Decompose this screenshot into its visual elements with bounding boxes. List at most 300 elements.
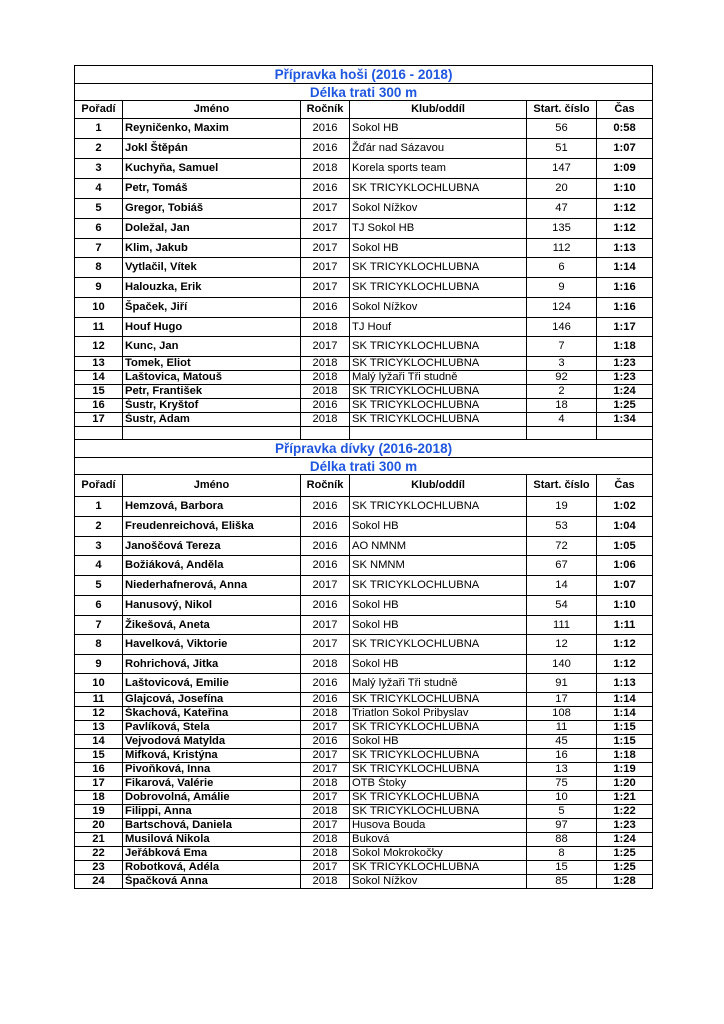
empty-cell — [527, 427, 597, 440]
time-cell: 1:14 — [597, 258, 653, 278]
boys-header-row — [75, 101, 653, 119]
rank-cell: 20 — [75, 819, 123, 833]
girls-table-row — [75, 861, 653, 875]
name-cell: Niederhafnerová, Anna — [123, 576, 301, 596]
start-number-cell: 51 — [527, 139, 597, 159]
rank-cell: 18 — [75, 791, 123, 805]
club-cell: Buková — [350, 833, 527, 847]
time-cell: 1:12 — [597, 635, 653, 655]
time-cell: 1:07 — [597, 139, 653, 159]
club-cell: SK TRICYKLOCHLUBNA — [350, 693, 527, 707]
year-cell: 2018 — [301, 777, 350, 791]
club-cell: TJ Houf — [350, 318, 527, 337]
name-cell: Pivoňková, Inna — [123, 763, 301, 777]
name-cell: Dobrovolná, Amálie — [123, 791, 301, 805]
name-cell: Laštovicová, Emilie — [123, 674, 301, 693]
time-cell: 1:23 — [597, 371, 653, 385]
name-cell: Laštovica, Matouš — [123, 371, 301, 385]
boys-table-row — [75, 318, 653, 337]
rank-cell: 22 — [75, 847, 123, 861]
name-cell: Špaček, Jiří — [123, 298, 301, 318]
name-cell: Žikešová, Aneta — [123, 616, 301, 635]
name-cell: Freudenreichová, Eliška — [123, 517, 301, 537]
year-cell: 2016 — [301, 399, 350, 413]
name-cell: Petr, Tomáš — [123, 179, 301, 199]
boys-table-row — [75, 298, 653, 318]
club-cell: SK TRICYKLOCHLUBNA — [350, 721, 527, 735]
rank-cell: 12 — [75, 707, 123, 721]
rank-cell: 2 — [75, 139, 123, 159]
boys-table-row — [75, 219, 653, 239]
girls-table-row — [75, 833, 653, 847]
club-cell: SK TRICYKLOCHLUBNA — [350, 258, 527, 278]
year-cell: 2016 — [301, 735, 350, 749]
time-cell: 1:15 — [597, 735, 653, 749]
year-cell: 2016 — [301, 693, 350, 707]
name-cell: Filippi, Anna — [123, 805, 301, 819]
boys-table-row — [75, 385, 653, 399]
girls-table-row — [75, 735, 653, 749]
rank-cell: 11 — [75, 318, 123, 337]
name-cell: Doležal, Jan — [123, 219, 301, 239]
start-number-cell: 11 — [527, 721, 597, 735]
rank-cell: 9 — [75, 278, 123, 298]
girls-table-row — [75, 635, 653, 655]
time-cell: 1:24 — [597, 833, 653, 847]
girls-table-row — [75, 616, 653, 635]
girls-table-row — [75, 537, 653, 556]
start-number-cell: 140 — [527, 655, 597, 674]
club-cell: Sokol HB — [350, 655, 527, 674]
start-number-cell: 19 — [527, 497, 597, 517]
time-cell: 1:15 — [597, 721, 653, 735]
club-cell: Malý lyžaři Tři studně — [350, 674, 527, 693]
empty-cell — [301, 427, 350, 440]
year-cell: 2018 — [301, 159, 350, 179]
name-cell: Musilová Nikola — [123, 833, 301, 847]
start-number-cell: 3 — [527, 357, 597, 371]
start-number-cell: 7 — [527, 337, 597, 357]
club-cell: SK TRICYKLOCHLUBNA — [350, 357, 527, 371]
year-cell: 2017 — [301, 749, 350, 763]
year-cell: 2016 — [301, 119, 350, 139]
start-number-cell: 124 — [527, 298, 597, 318]
rank-cell: 14 — [75, 371, 123, 385]
rank-cell: 15 — [75, 749, 123, 763]
club-cell: SK TRICYKLOCHLUBNA — [350, 399, 527, 413]
girls-table-row — [75, 777, 653, 791]
name-cell: Šustr, Adam — [123, 413, 301, 427]
column-header: Klub/oddíl — [350, 475, 527, 497]
time-cell: 1:10 — [597, 179, 653, 199]
time-cell: 0:58 — [597, 119, 653, 139]
start-number-cell: 2 — [527, 385, 597, 399]
boys-table-row — [75, 413, 653, 427]
year-cell: 2017 — [301, 635, 350, 655]
name-cell: Škachová, Kateřina — [123, 707, 301, 721]
column-header: Čas — [597, 475, 653, 497]
club-cell: TJ Sokol HB — [350, 219, 527, 239]
year-cell: 2017 — [301, 616, 350, 635]
name-cell: Jokl Štěpán — [123, 139, 301, 159]
name-cell: Bartschová, Daniela — [123, 819, 301, 833]
start-number-cell: 10 — [527, 791, 597, 805]
name-cell: Božiáková, Anděla — [123, 556, 301, 576]
column-header: Jméno — [123, 101, 301, 119]
girls-table-row — [75, 596, 653, 616]
rank-cell: 21 — [75, 833, 123, 847]
name-cell: Petr, František — [123, 385, 301, 399]
club-cell: Sokol Nížkov — [350, 875, 527, 889]
spacer-row — [75, 427, 653, 440]
club-cell: Sokol HB — [350, 616, 527, 635]
time-cell: 1:18 — [597, 749, 653, 763]
year-cell: 2016 — [301, 674, 350, 693]
start-number-cell: 4 — [527, 413, 597, 427]
start-number-cell: 146 — [527, 318, 597, 337]
start-number-cell: 5 — [527, 805, 597, 819]
club-cell: SK TRICYKLOCHLUBNA — [350, 791, 527, 805]
club-cell: SK TRICYKLOCHLUBNA — [350, 497, 527, 517]
name-cell: Robotková, Adéla — [123, 861, 301, 875]
rank-cell: 6 — [75, 219, 123, 239]
year-cell: 2017 — [301, 763, 350, 777]
time-cell: 1:23 — [597, 357, 653, 371]
name-cell: Jeřábková Ema — [123, 847, 301, 861]
start-number-cell: 91 — [527, 674, 597, 693]
year-cell: 2017 — [301, 219, 350, 239]
time-cell: 1:12 — [597, 219, 653, 239]
rank-cell: 1 — [75, 119, 123, 139]
column-header: Pořadí — [75, 101, 123, 119]
name-cell: Havelková, Viktorie — [123, 635, 301, 655]
club-cell: Sokol Nížkov — [350, 199, 527, 219]
start-number-cell: 18 — [527, 399, 597, 413]
year-cell: 2018 — [301, 875, 350, 889]
rank-cell: 17 — [75, 777, 123, 791]
rank-cell: 5 — [75, 576, 123, 596]
girls-table-row — [75, 556, 653, 576]
girls-table-row — [75, 576, 653, 596]
girls-table-row — [75, 707, 653, 721]
start-number-cell: 54 — [527, 596, 597, 616]
club-cell: Sokol HB — [350, 517, 527, 537]
time-cell: 1:16 — [597, 278, 653, 298]
club-cell: SK TRICYKLOCHLUBNA — [350, 763, 527, 777]
name-cell: Janoščová Tereza — [123, 537, 301, 556]
rank-cell: 8 — [75, 258, 123, 278]
rank-cell: 10 — [75, 674, 123, 693]
start-number-cell: 97 — [527, 819, 597, 833]
name-cell: Glajcová, Josefína — [123, 693, 301, 707]
time-cell: 1:05 — [597, 537, 653, 556]
start-number-cell: 8 — [527, 847, 597, 861]
rank-cell: 7 — [75, 239, 123, 258]
empty-cell — [350, 427, 527, 440]
time-cell: 1:19 — [597, 763, 653, 777]
girls-table-row — [75, 875, 653, 889]
start-number-cell: 53 — [527, 517, 597, 537]
column-header: Pořadí — [75, 475, 123, 497]
start-number-cell: 85 — [527, 875, 597, 889]
name-cell: Tomek, Eliot — [123, 357, 301, 371]
time-cell: 1:12 — [597, 199, 653, 219]
year-cell: 2017 — [301, 239, 350, 258]
start-number-cell: 16 — [527, 749, 597, 763]
boys-table-row — [75, 371, 653, 385]
club-cell: Sokol Mokrokočky — [350, 847, 527, 861]
girls-table-row — [75, 655, 653, 674]
rank-cell: 16 — [75, 763, 123, 777]
start-number-cell: 14 — [527, 576, 597, 596]
rank-cell: 1 — [75, 497, 123, 517]
girls-table-row — [75, 847, 653, 861]
club-cell: AO NMNM — [350, 537, 527, 556]
girls-table-row — [75, 693, 653, 707]
rank-cell: 15 — [75, 385, 123, 399]
club-cell: SK TRICYKLOCHLUBNA — [350, 749, 527, 763]
year-cell: 2018 — [301, 413, 350, 427]
name-cell: Fikarová, Valérie — [123, 777, 301, 791]
girls-title-row — [75, 440, 653, 458]
rank-cell: 7 — [75, 616, 123, 635]
name-cell: Reyničenko, Maxim — [123, 119, 301, 139]
time-cell: 1:12 — [597, 655, 653, 674]
girls-track-length: Délka trati 300 m — [75, 458, 653, 475]
rank-cell: 14 — [75, 735, 123, 749]
club-cell: SK TRICYKLOCHLUBNA — [350, 805, 527, 819]
start-number-cell: 56 — [527, 119, 597, 139]
rank-cell: 3 — [75, 159, 123, 179]
start-number-cell: 13 — [527, 763, 597, 777]
year-cell: 2017 — [301, 576, 350, 596]
rank-cell: 12 — [75, 337, 123, 357]
boys-category-title: Přípravka hoši (2016 - 2018) — [75, 66, 653, 84]
year-cell: 2016 — [301, 556, 350, 576]
start-number-cell: 67 — [527, 556, 597, 576]
girls-table-row — [75, 763, 653, 777]
club-cell: Sokol HB — [350, 735, 527, 749]
start-number-cell: 112 — [527, 239, 597, 258]
boys-table-row — [75, 119, 653, 139]
year-cell: 2017 — [301, 721, 350, 735]
start-number-cell: 12 — [527, 635, 597, 655]
club-cell: SK TRICYKLOCHLUBNA — [350, 278, 527, 298]
empty-cell — [597, 427, 653, 440]
club-cell: Korela sports team — [350, 159, 527, 179]
time-cell: 1:14 — [597, 693, 653, 707]
time-cell: 1:28 — [597, 875, 653, 889]
time-cell: 1:10 — [597, 596, 653, 616]
year-cell: 2018 — [301, 385, 350, 399]
year-cell: 2016 — [301, 139, 350, 159]
time-cell: 1:06 — [597, 556, 653, 576]
name-cell: Hemzová, Barbora — [123, 497, 301, 517]
column-header: Ročník — [301, 475, 350, 497]
start-number-cell: 108 — [527, 707, 597, 721]
club-cell: SK TRICYKLOCHLUBNA — [350, 337, 527, 357]
girls-table-row — [75, 805, 653, 819]
rank-cell: 19 — [75, 805, 123, 819]
club-cell: Sokol HB — [350, 119, 527, 139]
boys-table-row — [75, 239, 653, 258]
rank-cell: 5 — [75, 199, 123, 219]
time-cell: 1:25 — [597, 861, 653, 875]
girls-header-row — [75, 475, 653, 497]
start-number-cell: 147 — [527, 159, 597, 179]
time-cell: 1:21 — [597, 791, 653, 805]
club-cell: Triatlon Sokol Pribyslav — [350, 707, 527, 721]
boys-track-length: Délka trati 300 m — [75, 84, 653, 101]
start-number-cell: 88 — [527, 833, 597, 847]
club-cell: SK NMNM — [350, 556, 527, 576]
column-header: Start. číslo — [527, 101, 597, 119]
time-cell: 1:34 — [597, 413, 653, 427]
year-cell: 2018 — [301, 707, 350, 721]
rank-cell: 2 — [75, 517, 123, 537]
name-cell: Kunc, Jan — [123, 337, 301, 357]
time-cell: 1:25 — [597, 847, 653, 861]
time-cell: 1:22 — [597, 805, 653, 819]
year-cell: 2018 — [301, 318, 350, 337]
rank-cell: 13 — [75, 721, 123, 735]
year-cell: 2017 — [301, 791, 350, 805]
start-number-cell: 72 — [527, 537, 597, 556]
name-cell: Halouzka, Erik — [123, 278, 301, 298]
name-cell: Gregor, Tobiáš — [123, 199, 301, 219]
rank-cell: 16 — [75, 399, 123, 413]
rank-cell: 13 — [75, 357, 123, 371]
time-cell: 1:13 — [597, 674, 653, 693]
time-cell: 1:09 — [597, 159, 653, 179]
name-cell: Kuchyňa, Samuel — [123, 159, 301, 179]
rank-cell: 6 — [75, 596, 123, 616]
rank-cell: 10 — [75, 298, 123, 318]
year-cell: 2016 — [301, 517, 350, 537]
time-cell: 1:20 — [597, 777, 653, 791]
year-cell: 2016 — [301, 497, 350, 517]
time-cell: 1:11 — [597, 616, 653, 635]
year-cell: 2017 — [301, 258, 350, 278]
girls-table-row — [75, 819, 653, 833]
club-cell: SK TRICYKLOCHLUBNA — [350, 635, 527, 655]
rank-cell: 23 — [75, 861, 123, 875]
boys-table-row — [75, 258, 653, 278]
club-cell: Sokol HB — [350, 239, 527, 258]
name-cell: Špačková Anna — [123, 875, 301, 889]
rank-cell: 11 — [75, 693, 123, 707]
time-cell: 1:07 — [597, 576, 653, 596]
start-number-cell: 75 — [527, 777, 597, 791]
name-cell: Šustr, Kryštof — [123, 399, 301, 413]
club-cell: SK TRICYKLOCHLUBNA — [350, 413, 527, 427]
empty-cell — [123, 427, 301, 440]
start-number-cell: 17 — [527, 693, 597, 707]
year-cell: 2016 — [301, 537, 350, 556]
club-cell: SK TRICYKLOCHLUBNA — [350, 576, 527, 596]
rank-cell: 9 — [75, 655, 123, 674]
name-cell: Houf Hugo — [123, 318, 301, 337]
club-cell: SK TRICYKLOCHLUBNA — [350, 385, 527, 399]
year-cell: 2018 — [301, 833, 350, 847]
year-cell: 2018 — [301, 805, 350, 819]
year-cell: 2017 — [301, 278, 350, 298]
year-cell: 2017 — [301, 199, 350, 219]
results-table — [74, 65, 653, 889]
club-cell: Žďár nad Sázavou — [350, 139, 527, 159]
year-cell: 2018 — [301, 371, 350, 385]
results-sheet — [74, 65, 652, 889]
boys-table-row — [75, 399, 653, 413]
start-number-cell: 135 — [527, 219, 597, 239]
start-number-cell: 45 — [527, 735, 597, 749]
girls-table-row — [75, 791, 653, 805]
column-header: Čas — [597, 101, 653, 119]
club-cell: Husova Bouda — [350, 819, 527, 833]
year-cell: 2016 — [301, 179, 350, 199]
time-cell: 1:17 — [597, 318, 653, 337]
start-number-cell: 20 — [527, 179, 597, 199]
year-cell: 2017 — [301, 819, 350, 833]
rank-cell: 17 — [75, 413, 123, 427]
time-cell: 1:18 — [597, 337, 653, 357]
name-cell: Klim, Jakub — [123, 239, 301, 258]
girls-table-row — [75, 517, 653, 537]
boys-table-row — [75, 199, 653, 219]
time-cell: 1:14 — [597, 707, 653, 721]
girls-category-title: Přípravka dívky (2016-2018) — [75, 440, 653, 458]
name-cell: Vejvodová Matylda — [123, 735, 301, 749]
club-cell: Sokol Nížkov — [350, 298, 527, 318]
year-cell: 2017 — [301, 337, 350, 357]
time-cell: 1:02 — [597, 497, 653, 517]
name-cell: Pavlíková, Stela — [123, 721, 301, 735]
name-cell: Rohrichová, Jitka — [123, 655, 301, 674]
year-cell: 2016 — [301, 596, 350, 616]
club-cell: SK TRICYKLOCHLUBNA — [350, 179, 527, 199]
girls-table-row — [75, 721, 653, 735]
column-header: Jméno — [123, 475, 301, 497]
club-cell: Sokol HB — [350, 596, 527, 616]
time-cell: 1:13 — [597, 239, 653, 258]
empty-cell — [75, 427, 123, 440]
rank-cell: 8 — [75, 635, 123, 655]
time-cell: 1:23 — [597, 819, 653, 833]
boys-subtitle-row — [75, 84, 653, 101]
column-header: Klub/oddíl — [350, 101, 527, 119]
boys-table-row — [75, 278, 653, 298]
column-header: Start. číslo — [527, 475, 597, 497]
year-cell: 2017 — [301, 861, 350, 875]
boys-table-row — [75, 357, 653, 371]
girls-table-row — [75, 674, 653, 693]
time-cell: 1:16 — [597, 298, 653, 318]
time-cell: 1:25 — [597, 399, 653, 413]
name-cell: Mifková, Kristýna — [123, 749, 301, 763]
girls-table-row — [75, 497, 653, 517]
start-number-cell: 9 — [527, 278, 597, 298]
boys-table-row — [75, 159, 653, 179]
club-cell: Malý lyžaři Tři studně — [350, 371, 527, 385]
year-cell: 2016 — [301, 298, 350, 318]
club-cell: SK TRICYKLOCHLUBNA — [350, 861, 527, 875]
start-number-cell: 111 — [527, 616, 597, 635]
name-cell: Hanusový, Nikol — [123, 596, 301, 616]
start-number-cell: 15 — [527, 861, 597, 875]
rank-cell: 4 — [75, 556, 123, 576]
name-cell: Vytlačil, Vítek — [123, 258, 301, 278]
rank-cell: 3 — [75, 537, 123, 556]
